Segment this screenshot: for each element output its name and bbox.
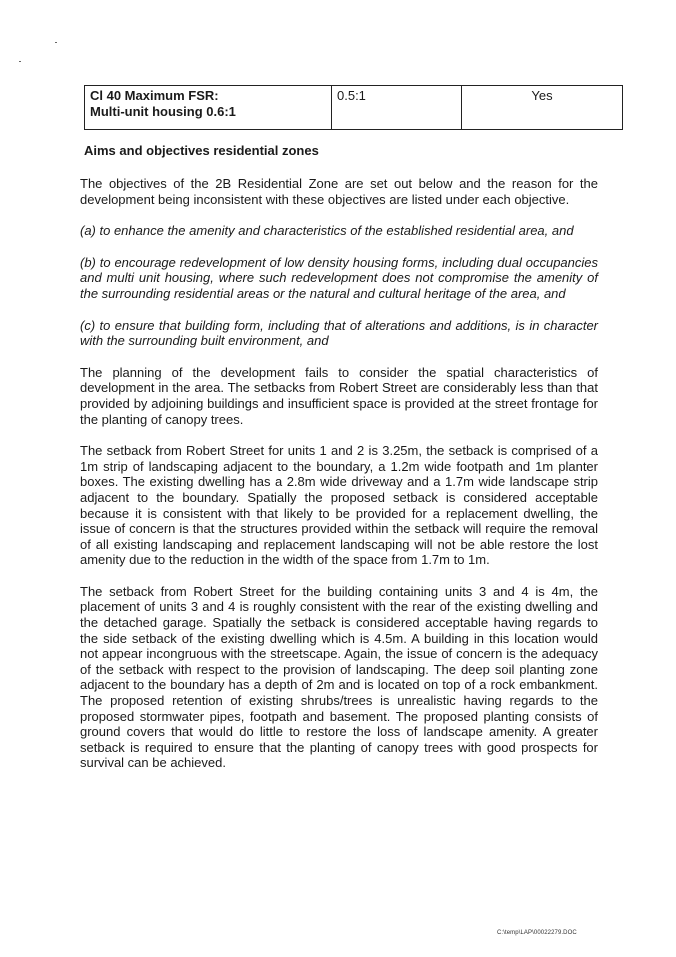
table-row	[85, 86, 623, 130]
proposed-cell: 0.5:1	[332, 86, 462, 130]
file-path-footer: C:\temp\LAP\00022279.DOC	[497, 930, 577, 936]
section-heading: Aims and objectives residential zones	[84, 143, 319, 158]
document-body	[80, 143, 598, 787]
intro-paragraph: The objectives of the 2B Residential Zone are set out below and the reason for the development being inconsistent with these objectives are listed under each objective.	[80, 176, 598, 207]
control-sublabel: Multi-unit housing 0.6:1	[90, 104, 236, 119]
units-1-2-setback-paragraph: The setback from Robert Street for units 1 and 2 is 3.25m, the setback is comprised of a 1m strip of landscaping adjacent to the boundary, a 1.2m wide footpath and 1m planter boxes. The existing dwelling has a 2.8m wide driveway and a 1.7m wide landscape strip adjacent to the boundary. Spatially the proposed setback is considered acceptable because it is consistent with that likely to be provided for a replacement dwelling, the issue of concern is that the structures provided within the setback will require the removal of all existing landscaping and replacement landscaping will not be able restore the lost amenity due to the reduction in the width of the space from 1.7m to 1m.	[80, 443, 598, 568]
objective-a: (a) to enhance the amenity and characteristics of the established residential area, and	[80, 223, 574, 239]
control-cell	[85, 86, 332, 130]
control-label: Cl 40 Maximum FSR:	[90, 88, 219, 103]
fsr-compliance-table	[84, 85, 623, 130]
scan-speck	[55, 42, 57, 43]
scan-speck	[19, 61, 21, 62]
assessment-paragraph: The planning of the development fails to consider the spatial characteristics of development in the area. The setbacks from Robert Street are considerably less than that provided by adjoining buildings and insufficient space is provided at the street frontage for the planting of canopy trees.	[80, 364, 598, 427]
objective-c: (c) to ensure that building form, including that of alterations and additions, is in character with the surrounding built environment, and	[80, 317, 598, 349]
complies-cell: Yes	[462, 86, 623, 130]
units-3-4-setback-paragraph: The setback from Robert Street for the building containing units 3 and 4 is 4m, the placement of units 3 and 4 is roughly consistent with the rear of the existing dwelling and the detached garage. Spatially the setback is considered acceptable having regards to the side setback of the existing dwelling which is 4.5m. A building in this location would not appear incongruous with the streetscape. Again, the issue of concern is the adequacy of the setback with respect to the provision of landscaping. The deep soil planting zone adjacent to the boundary has a depth of 2m and is located on top of a rock embankment. The proposed retention of existing shrubs/trees is unrealistic having regards to the proposed stormwater pipes, footpath and basement. The proposed planting consists of ground covers that would do little to restore the loss of landscape amenity. A greater setback is required to ensure that the planting of canopy trees with good prospects for survival can be achieved.	[80, 583, 598, 771]
objective-b: (b) to encourage redevelopment of low density housing forms, including dual occupancies and multi unit housing, where such redevelopment does not compromise the amenity of the surrounding residential areas or the natural and cultural heritage of the area, and	[80, 254, 598, 301]
